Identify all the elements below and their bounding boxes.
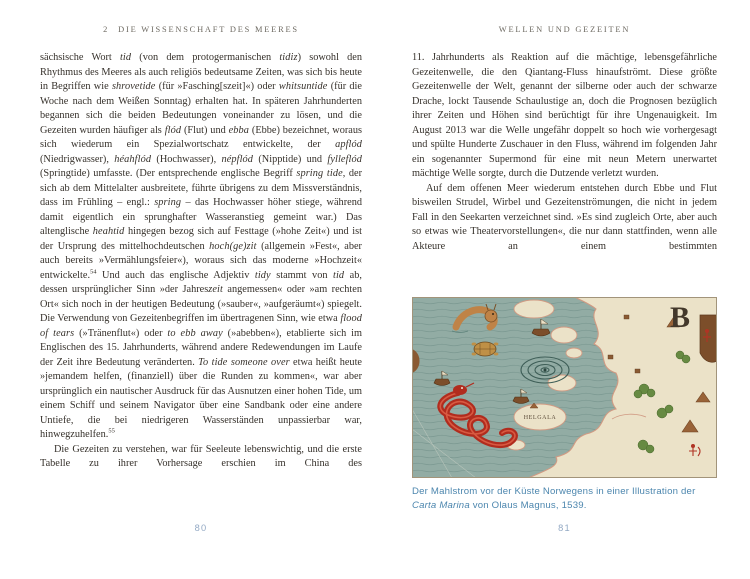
left-page [40, 0, 362, 579]
right-running-head [412, 25, 717, 34]
left-page-number: 80 [194, 523, 208, 533]
left-running-head [40, 25, 362, 34]
island-label: HELGALA [523, 415, 557, 421]
left-page-body [40, 51, 362, 472]
turtle-icon [472, 342, 499, 356]
body-paragraph: Die Gezeiten zu verstehen, war für Seeleute lebenswichtig, und die erste Tabelle zu ihrer Vorhersage erschien im China des [40, 443, 362, 469]
left-running-head-title: DIE WISSENSCHAFT DES MEERES [118, 25, 299, 34]
right-running-head-title: WELLEN UND GEZEITEN [498, 25, 631, 34]
north-peninsula [514, 300, 554, 318]
body-paragraph: sächsische Wort tid (von dem protogermanischen tidiz) sowohl den Rhythmus des Meeres als auch religiös bedeutsame Zeiten, was sich bis heute in Begriffen wie shrovetide (für »Fasching[szeit]«) oder whitsuntide (für die Woche nach dem Weißen Sonntag) erhalten hat. In späteren Jahrhunderten begannen sich die beiden Bedeutungen voneinander zu lösen, und die Gezeiten wurden häufiger als flód (Flut) und ebba (Ebbe) bezeichnet, woraus sich wiederum ein Spezialwortschatz entwickelte, der apflód (Niedrigwasser), héahflód (Hochwasser), népflód (Nipptide) und fylleflód (Springtide) umfasste. (Der entsprechende englische Begriff spring tide, der sich ab dem Mittelalter ausbreitete, führte übrigens zu dem Missverständnis, dass im Frühling – engl.: spring – das Hochwasser höher stiege, während damit eigentlich ein sprunghafter Wasseranstieg gemeint war.) Das altenglische heahtid hingegen bezog sich auf Festtage (»hohe Zeit«) und ist der Ursprung des mittelhochdeutschen hoch(ge)zit (allgemein »Fest«, aber auch bereits »Vermählungsfeier«), woraus sich das moderne »Hochzeit« entwickelte.$^{54}$ Und auch das englische Adjektiv tidy stammt von tid ab, dessen ursprünglicher Sinn »der Jahreszeit angemessen« oder »am rechten Ort« sich noch in der heutigen Bedeutung (»sauber«, »aufgeräumt«) spiegelt. Die Verwendung von Gezeitenbegriffen im übertragenen Sinn, wie etwa flood of tears (»Tränenflut«) oder to ebb away (»abebben«), etablierte sich im Englischen des 15. Jahrhunderts, während andere Redewendungen im Laufe der Zeit ihre Bedeutung veränderten. To tide someone over etwa heißt heute »jemandem helfen, (finanziell) über die Runden zu kommen«, war aber ursprünglich ein nautischer Ausdruck für das Ausnutzen einer hohen Tide, um einem Schiff und seinem Navigator über eine Sandbank oder eine andere Untiefe, die bei niedrigeren Wasserständen unpassierbar war, hinwegzuhelfen.$^{55}$ [40, 52, 363, 440]
coastal-islet [551, 327, 577, 343]
right-page-number: 81 [558, 523, 571, 533]
chapter-number: 2 [103, 25, 110, 34]
map-letter: B [670, 301, 691, 334]
map-figure [412, 297, 717, 513]
right-page-body [412, 51, 717, 254]
body-paragraph: Auf dem offenen Meer wiederum entstehen durch Ebbe und Flut bisweilen Strudel, Wirbel und Gezeitenströmungen, die nicht in jedem Fall in den Seekarten verzeichnet sind. »Es sind zugleich Orte, aber auch so etwas wie Theatervorstellungen«, die nur dann stattfinden, wenn alle Akteure an einem bestimmten [412, 182, 717, 252]
whirlpool-icon [521, 357, 569, 383]
figure-caption: Der Mahlstrom vor der Küste Norwegens in einer Illustration der Carta Marina von Olaus Magnus, 1539. [412, 486, 696, 511]
right-page [412, 0, 717, 579]
body-paragraph: 11. Jahrhunderts als Reaktion auf die mächtige, lebensgefährliche Gezeitenwelle, die den Qiantang-Fluss hinaufströmt. Diese größte Gezeitenwelle der Welt, genannt der silberne oder auch der schwarze Drache, lockt Tausende Schaulustige an, doch die Prognosen bezüglich ihrer Zeiten und Höhen sind berüchtigt für ihre Ungenauigkeit. Im August 2013 war die Welle ungefähr doppelt so hoch wie vorhergesagt und spülte Hunderte Zuschauer in den Fluss, während im folgenden Jahr ein sogenannter Supermond für eine mit neun Metern unerwartet mächtige Welle sorgte, durch die Dutzende verletzt wurden. [412, 52, 717, 179]
cliff-with-figure [700, 315, 717, 362]
carta-marina-illustration [412, 297, 717, 478]
red-figure-icon [705, 329, 709, 333]
